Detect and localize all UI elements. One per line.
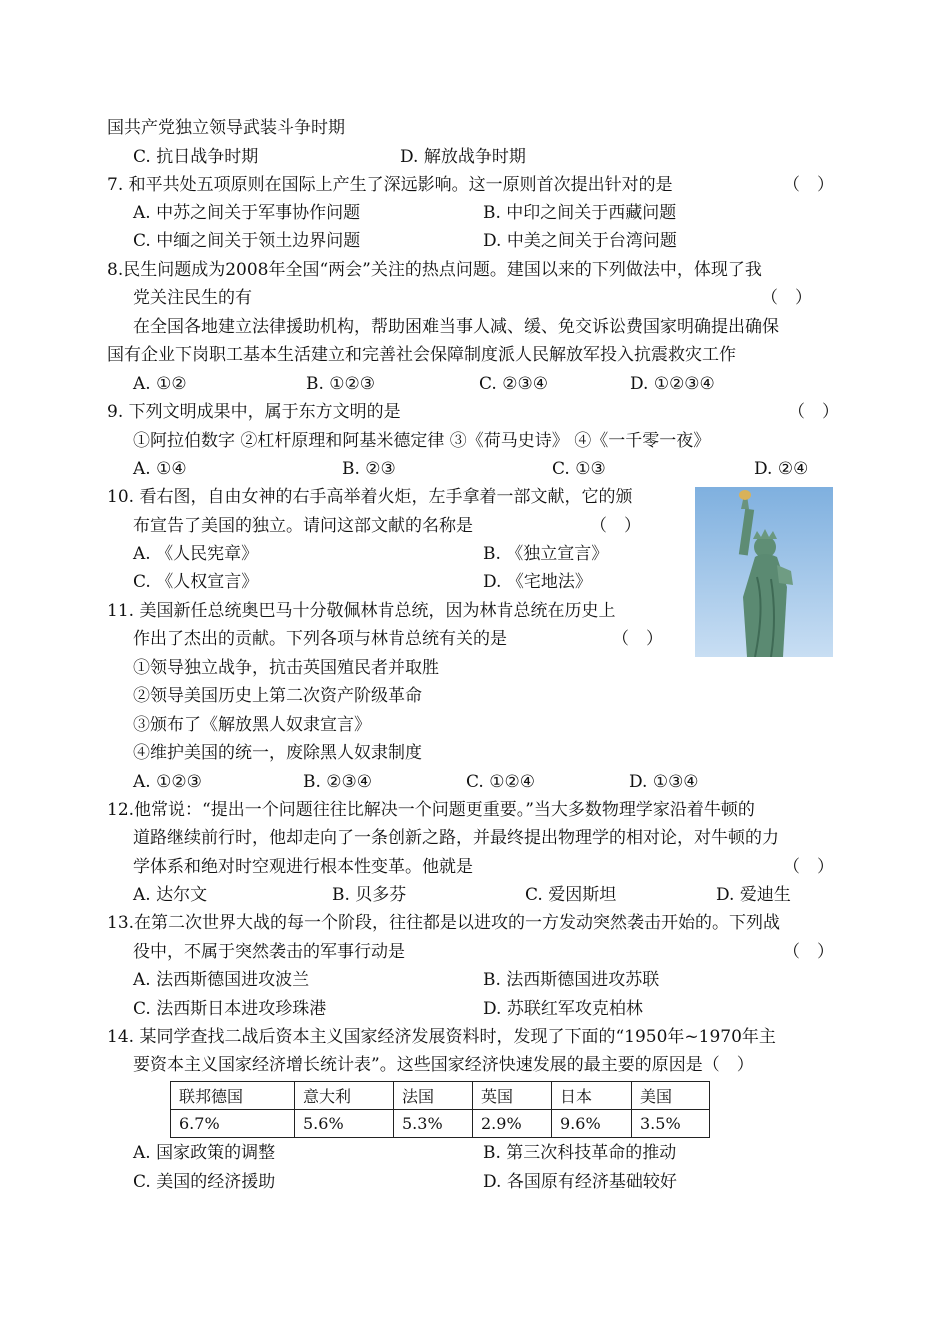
q9-items: ①阿拉伯数字 ②杠杆原理和阿基米德定律 ③《荷马史诗》 ④《一千零一夜》 [133,431,711,451]
table-cell: 美国 [632,1082,710,1110]
q10-stem-cont: 布宣告了美国的独立。请问这部文献的名称是 [133,516,473,536]
q8-items-2: 国有企业下岗职工基本生活建立和完善社会保障制度派人民解放军投入抗震救灾工作 [107,345,736,365]
table-cell: 英国 [473,1082,552,1110]
q7-option-a: A. 中苏之间关于军事协作问题 [133,203,361,223]
q8-option-d: D. ①②③④ [630,374,715,394]
q13-answer-blank: （ ） [783,942,834,962]
statue-of-liberty-image [695,487,833,657]
table-cell: 法国 [394,1082,473,1110]
q13-option-c: C. 法西斯日本进攻珍珠港 [133,999,327,1019]
q9-option-a: A. ①④ [133,459,187,479]
q12-option-d: D. 爱迪生 [716,885,791,905]
q12-option-c: C. 爱因斯坦 [525,885,617,905]
q14-stem: 14. 某同学查找二战后资本主义国家经济发展资料时，发现了下面的“1950年~1970年主 [107,1027,776,1047]
q8-stem-cont: 党关注民生的有 [133,288,252,308]
table-cell: 9.6% [552,1110,632,1138]
q8-option-a: A. ①② [133,374,187,394]
table-row [171,1110,710,1138]
q10-answer-blank: （ ） [590,516,641,536]
q11-item-1: ①领导独立战争，抗击英国殖民者并取胜 [133,658,439,678]
q14-option-c: C. 美国的经济援助 [133,1172,276,1192]
q7-option-d: D. 中美之间关于台湾问题 [483,231,677,251]
q9-option-b: B. ②③ [342,459,396,479]
q9-stem: 9. 下列文明成果中，属于东方文明的是 [107,402,401,422]
table-cell: 6.7% [171,1110,295,1138]
statue-of-liberty-icon [695,487,833,657]
q11-option-b: B. ②③④ [303,772,373,792]
q11-item-2: ②领导美国历史上第二次资产阶级革命 [133,686,422,706]
q13-option-b: B. 法西斯德国进攻苏联 [483,970,660,990]
q14-option-d: D. 各国原有经济基础较好 [483,1172,677,1192]
q6-option-c: C. 抗日战争时期 [133,147,259,167]
table-cell: 2.9% [473,1110,552,1138]
q11-option-d: D. ①③④ [629,772,699,792]
q8-items-1: 在全国各地建立法律援助机构，帮助困难当事人减、缓、免交诉讼费国家明确提出确保 [133,317,779,337]
q12-option-a: A. 达尔文 [133,885,208,905]
q8-answer-blank: （ ） [761,288,812,308]
q9-answer-blank: （ ） [788,402,839,422]
table-cell: 联邦德国 [171,1082,295,1110]
q10-option-a: A. 《人民宪章》 [133,544,259,564]
q11-item-4: ④维护美国的统一，废除黑人奴隶制度 [133,743,422,763]
table-cell: 5.6% [295,1110,394,1138]
table-cell: 5.3% [394,1110,473,1138]
q13-option-d: D. 苏联红军攻克柏林 [483,999,643,1019]
q12-stem-cont-2: 学体系和绝对时空观进行根本性变革。他就是 [133,857,473,877]
q9-option-d: D. ②④ [754,459,809,479]
q13-option-a: A. 法西斯德国进攻波兰 [133,970,310,990]
q10-option-b: B. 《独立宣言》 [483,544,609,564]
q7-option-c: C. 中缅之间关于领土边界问题 [133,231,361,251]
q11-stem: 11. 美国新任总统奥巴马十分敬佩林肯总统，因为林肯总统在历史上 [107,601,616,621]
q11-item-3: ③颁布了《解放黑人奴隶宣言》 [133,715,371,735]
q11-stem-cont: 作出了杰出的贡献。下列各项与林肯总统有关的是 [133,629,507,649]
q13-stem-cont: 役中，不属于突然袭击的军事行动是 [133,942,405,962]
table-header-row [171,1082,710,1110]
q12-stem-cont-1: 道路继续前行时，他却走向了一条创新之路，并最终提出物理学的相对论，对牛顿的力 [133,828,779,848]
q8-stem: 8.民生问题成为2008年全国“两会”关注的热点问题。建国以来的下列做法中，体现了我 [107,260,762,280]
q14-option-a: A. 国家政策的调整 [133,1143,276,1163]
q8-option-c: C. ②③④ [479,374,548,394]
continuation-line: 国共产党独立领导武装斗争时期 [107,118,345,138]
table-cell: 3.5% [632,1110,710,1138]
q11-answer-blank: （ ） [612,629,663,649]
q10-stem: 10. 看右图，自由女神的右手高举着火炬，左手拿着一部文献，它的颁 [107,487,633,507]
q7-stem: 7. 和平共处五项原则在国际上产生了深远影响。这一原则首次提出针对的是 [107,175,673,195]
q12-answer-blank: （ ） [783,857,834,877]
q14-stem-cont: 要资本主义国家经济增长统计表”。这些国家经济快速发展的最主要的原因是（ ） [133,1055,754,1075]
q10-option-d: D. 《宅地法》 [483,572,592,592]
q7-option-b: B. 中印之间关于西藏问题 [483,203,677,223]
q9-option-c: C. ①③ [552,459,606,479]
table-cell: 日本 [552,1082,632,1110]
q6-option-d: D. 解放战争时期 [400,147,526,167]
q13-stem: 13.在第二次世界大战的每一个阶段，往往都是以进攻的一方发动突然袭击开始的。下列战 [107,913,781,933]
q8-option-b: B. ①②③ [306,374,376,394]
q12-option-b: B. 贝多芬 [332,885,407,905]
q12-stem: 12.他常说：“提出一个问题往往比解决一个问题更重要。”当大多数物理学家沿着牛顿的 [107,800,755,820]
growth-stats-table [170,1081,710,1138]
q14-option-b: B. 第三次科技革命的推动 [483,1143,677,1163]
q10-option-c: C. 《人权宣言》 [133,572,259,592]
q7-answer-blank: （ ） [783,175,834,195]
table-cell: 意大利 [295,1082,394,1110]
q11-option-c: C. ①②④ [466,772,535,792]
q11-option-a: A. ①②③ [133,772,202,792]
